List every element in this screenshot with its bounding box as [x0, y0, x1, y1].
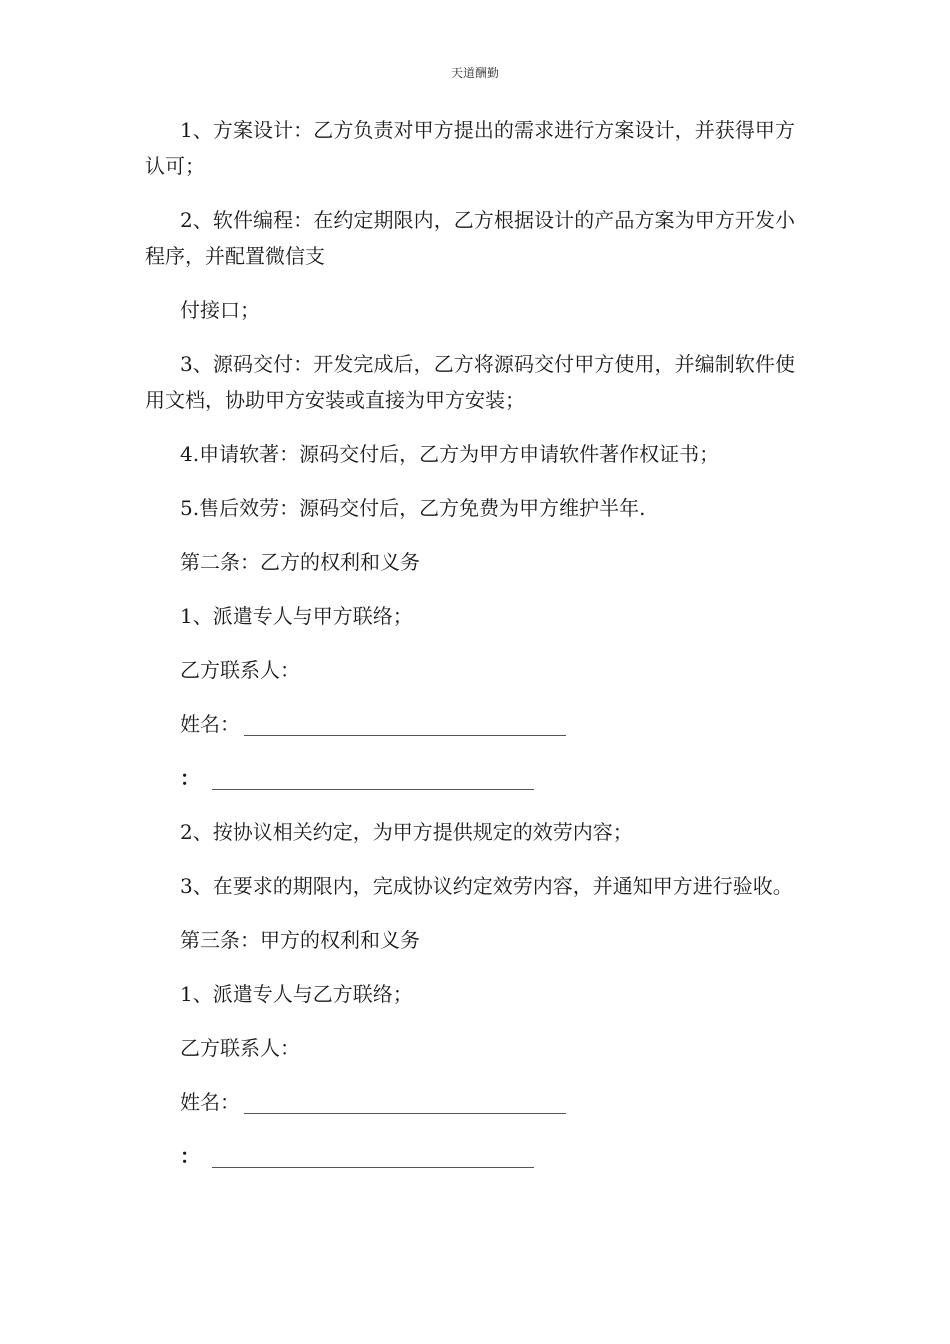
name-blank[interactable]	[244, 711, 566, 736]
page-header: 天道酬勤	[450, 66, 499, 80]
section-heading: 第二条：乙方的权利和义务	[180, 550, 420, 574]
paragraph: 3、在要求的期限内，完成协议约定效劳内容，并通知甲方进行验收。	[180, 874, 793, 898]
paragraph: 1、派遣专人与甲方联络；	[180, 604, 413, 628]
colon-field-row	[145, 760, 795, 796]
colon-field-row	[145, 1138, 795, 1174]
name-label: 姓名：	[180, 1090, 240, 1114]
paragraph: 5.售后效劳：源码交付后，乙方免费为甲方维护半年.	[180, 496, 646, 520]
paragraph: 4.申请软著：源码交付后，乙方为甲方申请软件著作权证书；	[180, 442, 720, 466]
paragraph: 乙方联系人：	[180, 658, 300, 682]
name-blank[interactable]	[244, 1089, 566, 1114]
paragraph: 付接口；	[180, 298, 260, 322]
paragraph: 2、按协议相关约定，为甲方提供规定的效劳内容；	[180, 820, 633, 844]
document-body	[145, 112, 795, 1192]
section-heading: 第三条：甲方的权利和义务	[180, 928, 420, 952]
name-label: 姓名：	[180, 712, 240, 736]
colon-blank[interactable]	[212, 765, 534, 790]
paragraph: 1、方案设计：乙方负责对甲方提出的需求进行方案设计，并获得甲方认可；	[145, 118, 795, 178]
colon-label: ：	[180, 1144, 200, 1168]
paragraph: 1、派遣专人与乙方联络；	[180, 982, 413, 1006]
colon-label: ：	[180, 766, 200, 790]
paragraph: 乙方联系人：	[180, 1036, 300, 1060]
name-field-row	[145, 1084, 795, 1120]
paragraph: 3、源码交付：开发完成后，乙方将源码交付甲方使用，并编制软件使用文档，协助甲方安装或直接为甲方安装；	[145, 352, 795, 412]
name-field-row	[145, 706, 795, 742]
paragraph: 2、软件编程：在约定期限内，乙方根据设计的产品方案为甲方开发小程序，并配置微信支	[145, 208, 795, 268]
colon-blank[interactable]	[212, 1143, 534, 1168]
